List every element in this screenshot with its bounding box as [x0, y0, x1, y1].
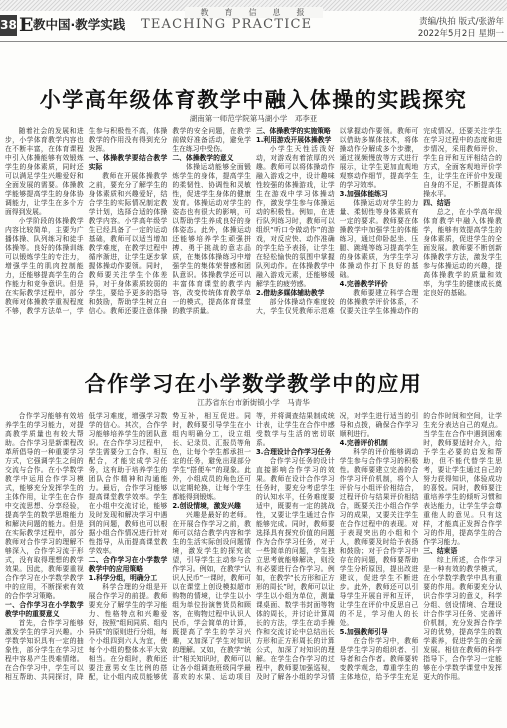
newspaper-name: 教育信息报 [185, 7, 323, 18]
body-paragraph: 体操运动对学生的力量、柔韧性等身体素质有一定的要求。教师要在体操教学中加强学生的体能练习，通过仰卧起坐、压腿、跳绳等练习提高学生的身体素质，为学生学习体操动作打下良好的基础。 [339, 199, 419, 279]
section-heading: 4.完善教学评价 [339, 280, 388, 288]
section-heading: 3.加强体能练习 [339, 190, 388, 198]
body-paragraph: 小学生天性活泼好动，对游戏有着浓厚的兴趣。教师可以将体操动作融入游戏之中，设计趣味性较强的体操游戏，让学生在游戏中学习体操动作，激发学生参与体操运动的积极性。例如，在进行队列练习时，教师可以组织“听口令做动作”的游戏，对反应快、动作准确的学生给予表扬，让学生在轻松愉快的氛围中掌握队列动作。在体操教学中融入游戏元素，还能够缓解学生的疲劳感。 [255, 145, 335, 288]
body-paragraph: 综上所述，合作学习是一种有效的教学模式，在小学数学教学中具有重要的作用。教师要充分认识合作学习的意义，科学分组、创设情境、合理设计合作学习任务、完善评价机制，充分发挥合作学习的优势，提高学生的数学素养，促进学生的全面发展。相信在教师的科学指导下，合作学习一定能够在小学数学课堂中发挥更大的作用。 [423, 556, 502, 681]
article-title: 小学高年级体育教学中融入体操的实践探究 [39, 88, 468, 112]
section-name-english: TEACHING PRACTICE [141, 17, 313, 32]
body-paragraph: 兴趣是最好的老师。在开展合作学习之前，教师可以结合教学内容和学生的生活实际创设问题情境，激发学生的探究欲望，引导学生主动参与合作学习。例如，在教学“认识人民币”一课时，教师可以在课堂上创设模拟超市购物的情境，让学生以小组为单位扮演售货员和顾客，在购物过程中认识人民币，学会简单的计算，既提高了学生的学习兴趣，又加深了学生对知识的理解。又如，在教学“统计”相关知识时，教师可以让各小组调查班级同学最喜欢的水果、运动项目等，并将调查结果制成统计表，让学生在合作中感受数学与生活的密切联系。 [172, 412, 335, 681]
article-title: 合作学习在小学数学教学中的应用 [84, 372, 423, 396]
editor-credits: 责编/执拍 版式/张游年 [419, 17, 504, 27]
section-heading: 一、合作学习在小学数学教学中的重要意义 [5, 601, 84, 618]
body-paragraph: 教师要建立科学合理的体操教学评价体系，不仅要关注学生体操动作的完成情况，还要关注学生在学习过程中的态度和进步情况，采用教师评价、学生自评和互评相结合的方式，全面客观地评价学生，让学生在评价中发现自身的不足，不断提高体操水平。 [339, 127, 502, 315]
header-divider [0, 41, 507, 42]
section-heading: 四、结语 [423, 199, 451, 207]
page-number: 38 [0, 15, 17, 36]
body-paragraph: 合作学习任务的设计直接影响合作学习的效果。教师在设计合作学习任务时，要充分考虑学生的认知水平，任务难度要适中，既要有一定的挑战性，又要让学生通过合作能够完成。同时，教师要选择具有探究价值的问题作为合作学习任务，对于一些简单的问题，学生独立思考就能够解决，则没有必要进行合作学习。例如，在教学“长方形和正方形的周长”时，教师可以让学生以小组为单位，测量课桌面、数学书封面等物体的周长，并讨论计算周长的方法，学生在动手操作和交流讨论中总结出长方形和正方形周长的计算公式，加深了对知识的理解。在学生合作学习的过程中，教师要加强巡视，及时了解各小组的学习情况，对学生进行适当的引导和点拨，确保合作学习顺利进行。 [255, 412, 419, 681]
issue-date: 2022年5月2日 星期一 [417, 29, 504, 39]
section-heading: 2.借助多媒体辅助教学 [255, 289, 325, 297]
body-paragraph: 科学合理的分组是开展合作学习的前提。教师要充分了解学生的学习能力、性格特点和兴趣爱好，按照“组间同质、组内异质”的原则进行分组，每个小组四到六人为宜，使每个小组的整体水平大致相当。在分组时，教师还要注意男女生比例的搭配，让小组内成员能够优势互补，相互促进。同时，教师要引导学生在小组内明确分工，设立组长、记录员、汇报员等角色，让每个学生都承担一定的任务，避免出现部分学生“搭便车”的现象。此外，小组成员的角色还可以定期轮换，让每个学生都能得到锻炼。 [88, 412, 251, 681]
body-paragraph: 合作学习能够有效培养学生的学习能力，对提高教学质量也有较大帮助。合作学习是新课程改革所倡导的一种重要学习方式，它强调学生之间的交流与合作。在小学数学教学中运用合作学习模式，能够充分发挥学生的主体作用，让学生在合作中交流思想、分享经验，提高学生的数学思维能力和解决问题的能力。但是在实际教学过程中，部分教师对合作学习的理解不够深入，合作学习流于形式，没有取得理想的教学效果。因此，教师要重视合作学习在小学数学教学中的应用，不断探索有效的合作学习策略。 [5, 412, 84, 600]
section-heading: 3.合理设计合作学习任务 [255, 448, 332, 456]
section-heading: 5.加强教师引导 [339, 628, 388, 636]
body-paragraph: 教师在开展体操教学之前，要充分了解学生的身体素质和兴趣爱好，结合学生的实际情况制定教学计划，选择合适的体操教学内容。小学高年级学生已经具备了一定的运动基础，教师可以适当增加教学难度，在教学过程中循序渐进，让学生逐步掌握体操动作要领。同时，教师要关注学生个体差异，对于身体素质较弱的学生，要给予更多的指导和鼓励，帮助学生树立自信心。教师还要注意体操教学的安全问题，在教学前做好准备活动，避免学生在练习中受伤。 [88, 127, 251, 315]
section-heading: 三、体操教学的实施策略 [255, 127, 331, 135]
section-name: 教中国·教学实践 [33, 17, 126, 32]
section-heading: 二、合作学习在小学数学教学中的应用策略 [88, 556, 168, 573]
newspaper-name-row [0, 0, 507, 17]
body-paragraph: 首先，合作学习能够激发学生的学习兴趣。小学数学知识具有一定的抽象性，部分学生在学习过程中容易产生畏难情绪。在合作学习中，学生可以相互帮助、共同探讨，降低学习难度，增强学习数学的信心。其次，合作学习能够培养学生的团队意识。在合作学习过程中，学生需要分工合作、相互配合，才能完成学习任务，这有助于培养学生的团队合作精神和沟通能力。最后，合作学习能够提高课堂教学效率。学生在小组中交流讨论，能够及时发现和解决学习中遇到的问题，教师也可以根据小组合作情况进行针对性指导，从而提高课堂教学效率。 [5, 412, 168, 681]
article-body [5, 412, 502, 724]
article-byline: 湖南第一师范学院第马湖小学 邓李亚 [189, 114, 318, 123]
section-heading: 4.完善评价机制 [339, 439, 388, 447]
article-body [5, 127, 502, 351]
section-heading: 2.创设情境，激发兴趣 [172, 502, 241, 510]
section-letter: E [19, 14, 34, 36]
body-paragraph: 总之，在小学高年级体育教学中融入体操教学，能够有效提高学生的身体素质，促进学生的全面发展。教师要不断创新体操教学方法，激发学生参与体操运动的兴趣，提高体操教学的质量和效率，为学生的健康成长奠定良好的基础。 [423, 208, 502, 297]
body-paragraph: 随着社会的发展和进步，小学体育教学内容也在不断丰富，在体育课程中引入体操能够有效锻炼学生的身体素质，同时还可以满足学生兴趣爱好和全面发展的需要。体操教学能够提高学生的身体协调能力，让学生在多个方面得到发展。 [5, 127, 84, 216]
section-heading: 1.科学分组，明确分工 [88, 574, 158, 582]
body-paragraph: 在合作学习中，教师是学生学习的组织者、引导者和合作者。教师要转变教学观念，尊重学生的主体地位，给予学生充足的合作时间和空间，让学生充分表达自己的观点。当学生在合作中遇到困难时，教师要适时介入，给予学生必要的启发和帮助，但不能代替学生思考，要让学生通过自己的努力获得知识，体验成功的喜悦。同时，教师要注重培养学生的倾听习惯和表达能力，让学生学会尊重他人的意见。只有这样，才能真正发挥合作学习的作用，提高学生的合作学习能力。 [339, 412, 502, 681]
body-paragraph: 小学阶段的体操教学内容比较简单，主要为广播体操、队列练习和徒手体操等。良好的体操训练可以锻炼学生的专注力，增强学生的肌肉控制能力，还能够提高学生的合作能力和竞争意识。但是在实际教学过程中，部分教师对体操教学重视程度不够，教学方法单一，学生参与积极性不高，体操教学的作用没有得到充分发挥。 [5, 127, 168, 315]
section-heading: 三、结束语 [423, 547, 458, 555]
body-paragraph: 部分体操动作难度较大，学生仅凭教师示范难以掌握动作要领。教师可以借助多媒体技术，将体操动作分解成多个步骤，通过视频慢放等方式进行展示，让学生更加直观地观察动作细节，提高学生的学习效率。 [255, 127, 419, 315]
section-heading: 1.利用游戏开展体操教学 [255, 136, 332, 144]
section-heading: 二、体操教学的意义 [172, 154, 234, 162]
section-heading: 一、体操教学要结合教学实际 [88, 154, 168, 171]
article-byline: 江苏省东台市新街镇小学 马青华 [197, 398, 310, 407]
body-paragraph: 体操运动能够全面锻炼学生的身体，提高学生的柔韧性、协调性和灵敏性，促进学生身体的健康发育。体操运动对学生的姿态也有很大的影响，可以帮助学生养成良好的身体姿态。此外，体操运动还能够培养学生顽强拼搏、勇于挑战的意志品质，在集体体操练习中增强学生的集体荣誉感和团队意识。体操教学还可以丰富体育课堂的教学内容，改变传统体育教学单一的模式，提高体育课堂的教学质量。 [172, 163, 251, 315]
body-paragraph: 科学的评价能够调动学生参与合作学习的积极性。教师要建立完善的合作学习评价机制，将个人评价与小组评价相结合，过程评价与结果评价相结合，既要关注小组合作学习的成果，又要关注学生在合作过程中的表现。对于表现突出的小组和个人，教师要及时给予表扬和鼓励；对于合作学习中存在的问题，教师要帮助学生分析原因，提出改进建议，促进学生不断进步。此外，教师还可以引导学生开展自评和互评，让学生在评价中反思自己的不足，学习他人的长处。 [339, 448, 419, 627]
